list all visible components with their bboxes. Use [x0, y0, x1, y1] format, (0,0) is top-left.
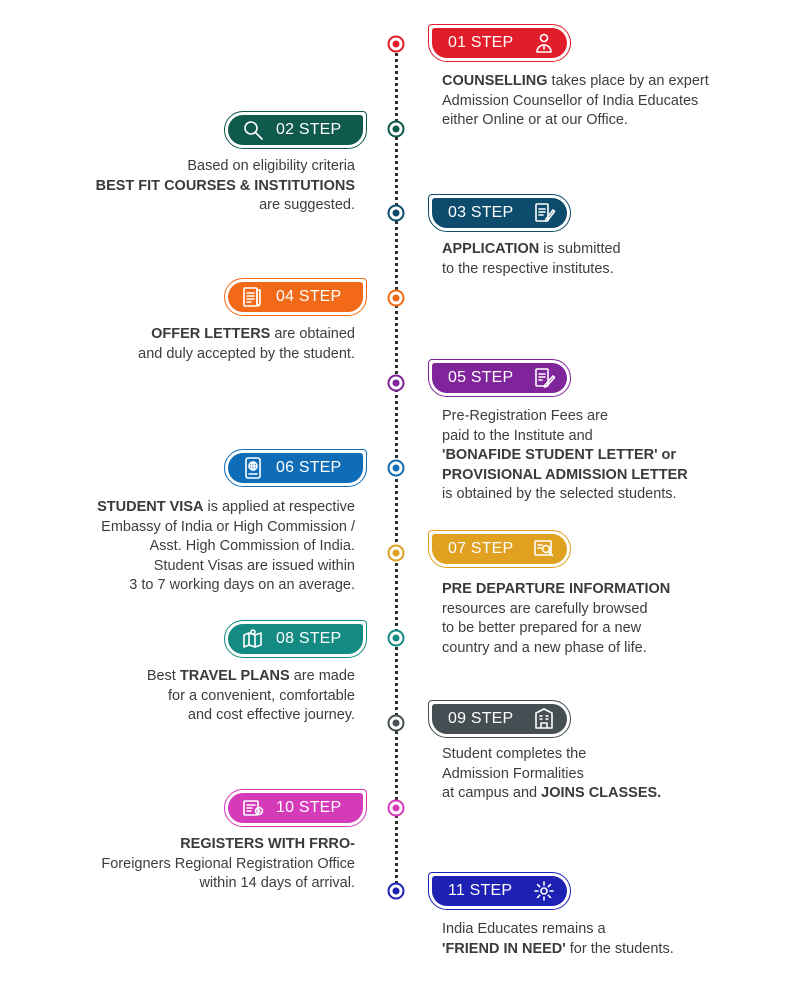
description-bold-segment: JOINS CLASSES.	[541, 785, 662, 801]
step-description-01	[442, 72, 709, 131]
step-description-11	[442, 920, 674, 959]
application-form-icon	[531, 200, 557, 226]
step-badge-06	[224, 449, 367, 487]
timeline-node-07	[388, 545, 405, 562]
step-badge-03	[428, 194, 571, 232]
description-segment: Foreigners Regional Registration Office within 14 days of arrival.	[101, 855, 355, 891]
description-segment: Based on eligibility criteria	[187, 158, 355, 174]
description-segment: Student completes the Admission Formalities at campus and	[442, 746, 587, 801]
step-label: 02 STEP	[276, 121, 342, 138]
step-badge-01	[428, 24, 571, 62]
travel-map-icon	[240, 626, 266, 652]
search-icon	[240, 117, 266, 143]
description-bold-segment: OFFER LETTERS	[151, 326, 271, 342]
step-badge-04	[224, 278, 367, 316]
information-browse-icon	[531, 536, 557, 562]
passport-visa-icon	[240, 455, 266, 481]
step-label: 08 STEP	[276, 630, 342, 647]
registration-icon	[240, 795, 266, 821]
timeline-node-06	[388, 460, 405, 477]
step-label: 07 STEP	[448, 540, 514, 557]
step-description-09	[442, 745, 661, 804]
counsellor-icon	[531, 30, 557, 56]
timeline-node-04	[388, 290, 405, 307]
campus-building-icon	[531, 706, 557, 732]
description-segment: are made for a convenient, comfortable and cost effective journey.	[168, 668, 355, 723]
step-description-02	[96, 157, 355, 216]
description-bold-segment: 'BONAFIDE STUDENT LETTER' or PROVISIONAL ADMISSION LETTER	[442, 447, 688, 483]
step-label: 03 STEP	[448, 204, 514, 221]
description-segment: for the students.	[565, 940, 674, 957]
step-description-06	[97, 498, 355, 596]
description-segment: Pre-Registration Fees are paid to the Institute and	[442, 408, 609, 444]
description-segment: takes place by an expert Admission Counsellor of India Educates either Online or at our Office.	[442, 73, 709, 128]
step-description-08	[147, 667, 355, 726]
description-bold-segment: TRAVEL PLANS	[179, 668, 290, 684]
description-bold-segment: REGISTERS WITH FRRO-	[180, 836, 355, 852]
step-description-04	[138, 325, 355, 364]
description-bold-segment: 'FRIEND IN NEED'	[442, 940, 566, 957]
step-badge-09	[428, 700, 571, 738]
step-badge-11	[428, 872, 571, 910]
timeline-node-05	[388, 375, 405, 392]
step-description-03	[442, 240, 621, 279]
step-description-10	[101, 835, 355, 894]
step-label: 11 STEP	[448, 882, 513, 899]
timeline-node-01	[388, 36, 405, 53]
step-badge-08	[224, 620, 367, 658]
timeline-node-11	[388, 883, 405, 900]
description-segment: India Educates remains a	[442, 921, 606, 937]
description-bold-segment: STUDENT VISA	[97, 499, 204, 515]
description-segment: is applied at respective Embassy of India or High Commission / Asst. High Commission of India. Student Visas are issued within 3 to 7 working days on an average.	[101, 499, 355, 593]
description-segment: resources are carefully browsed to be better prepared for a new country and a new phase of life.	[442, 600, 648, 656]
step-label: 09 STEP	[448, 710, 514, 727]
step-label: 04 STEP	[276, 288, 342, 305]
step-badge-07	[428, 530, 571, 568]
timeline-node-03	[388, 205, 405, 222]
step-description-07	[442, 580, 670, 658]
timeline-node-10	[388, 800, 405, 817]
description-segment: is obtained by the selected students.	[442, 486, 677, 502]
timeline-node-09	[388, 715, 405, 732]
description-segment: are obtained and duly accepted by the student.	[138, 326, 355, 362]
description-bold-segment: APPLICATION	[442, 241, 540, 257]
support-gear-icon	[531, 878, 557, 904]
step-label: 10 STEP	[276, 799, 342, 816]
step-label: 06 STEP	[276, 459, 342, 476]
description-segment: is submitted to the respective institutes.	[442, 241, 621, 277]
timeline-node-02	[388, 121, 405, 138]
step-badge-05	[428, 359, 571, 397]
description-segment: are suggested.	[259, 197, 355, 213]
step-badge-02	[224, 111, 367, 149]
description-bold-segment: COUNSELLING	[442, 73, 548, 89]
description-segment: Best	[146, 668, 180, 684]
fee-document-icon	[531, 365, 557, 391]
step-badge-10	[224, 789, 367, 827]
timeline-node-08	[388, 630, 405, 647]
step-label: 01 STEP	[448, 34, 514, 51]
offer-letter-icon	[240, 284, 266, 310]
step-label: 05 STEP	[448, 369, 514, 386]
description-bold-segment: BEST FIT COURSES & INSTITUTIONS	[95, 177, 355, 194]
description-bold-segment: PRE DEPARTURE INFORMATION	[442, 581, 671, 597]
step-description-05	[442, 407, 688, 505]
